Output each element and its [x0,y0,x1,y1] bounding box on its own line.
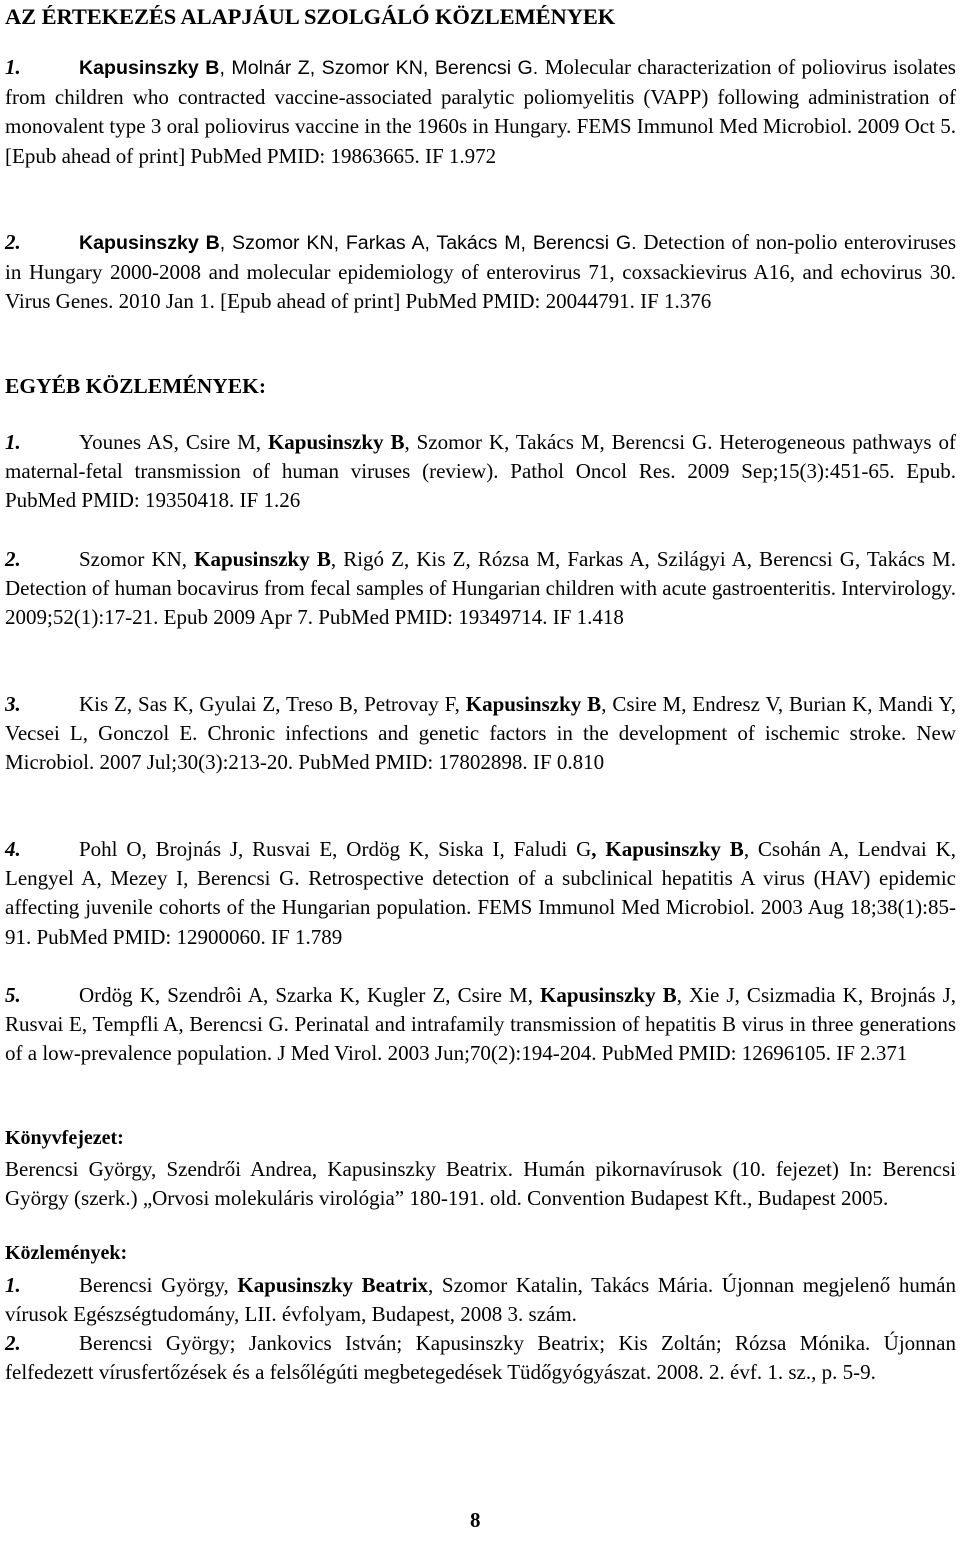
author-highlight: Kapusinszky B [79,57,220,79]
book-chapter-text [5,1155,956,1213]
other-reference-4 [5,835,956,952]
other-reference-2 [5,545,956,633]
reference-number: 1. [5,1273,21,1297]
reference-authors-post: , Szomor K, Takács M, Berencsi G. [404,430,720,454]
reference-number: 2. [5,1331,21,1355]
reference-authors: Pohl O, Brojnás J, Rusvai E, Ordög K, Siska I, Faludi G [79,837,592,861]
section-heading-main: AZ ÉRTEKEZÉS ALAPJÁUL SZOLGÁLÓ KÖZLEMÉNYEK [5,4,616,29]
book-chapter-heading: Könyvfejezet: [5,1127,124,1149]
page-number: 8 [470,1508,481,1532]
main-reference-1 [5,53,956,171]
reference-authors-post: , Csire M, Endresz V, Burian K, Mandi Y, Vecsei L, Gonczol E. [5,692,957,746]
reference-number: 3. [5,692,21,716]
reference-number: 1. [5,55,21,79]
author-highlight: Kapusinszky B [79,232,220,254]
reference-body: Detection of non-polio enteroviruses in Hungary 2000-2008 and molecular epidemiology of enterovirus 71, coxsackievirus A16, and echovirus 30. Virus Genes. 2010 Jan 1. [Epub ahead of print] PubMed PMID: 20044791. IF 1.376 [5,230,956,314]
reference-authors: Berencsi György, [79,1273,238,1297]
publication-1 [5,1271,956,1329]
reference-authors-post: , Xie J, Csizmadia K, Brojnás J, Rusvai E, Tempfli A, Berencsi G. [5,983,957,1037]
author-highlight: , Kapusinszky B [591,837,744,861]
reference-authors: Kis Z, Sas K, Gyulai Z, Treso B, Petrovay F, [79,692,466,716]
section-heading-other: EGYÉB KÖZLEMÉNYEK: [5,374,267,398]
reference-authors-post: , Rigó Z, Kis Z, Rózsa M, Farkas A, Szilágyi A, Berencsi G, Takács M. [330,547,956,571]
reference-body: , Szomor Katalin, Takács Mária. Újonnan megjelenő humán vírusok Egészségtudomány, LII. évfolyam, Budapest, 2008 3. szám. [5,1273,956,1327]
author-highlight: Kapusinszky B [465,692,602,716]
author-highlight: Kapusinszky B [267,430,405,454]
reference-authors-post: , Csohán A, Lendvai K, Lengyel A, Mezey I, Berencsi G. [5,837,956,891]
reference-authors: , Molnár Z, Szomor KN, Berencsi G. [219,57,545,79]
reference-body: Perinatal and intrafamily transmission of hepatitis B virus in three generations of a low-prevalence population. J Med Virol. 2003 Jun;70(2):194-204. PubMed PMID: 12696105. IF 2.371 [5,1012,956,1066]
reference-body: Molecular characterization of poliovirus isolates from children who contracted vaccine-associated paralytic poliomyelitis (VAPP) following administration of monovalent type 3 oral poliovirus vaccine in the 1960s in Hungary. FEMS Immunol Med Microbiol. 2009 Oct 5. [Epub ahead of print] PubMed PMID: 19863665. IF 1.972 [5,55,956,168]
book-chapter-body: Berencsi György, Szendrői Andrea, Kapusinszky Beatrix. Humán pikornavírusok (10. fejezet) In: Berencsi György (szerk.) „Orvosi molekuláris virológia” 180-191. old. Convention Budapest Kft., Budapest 2005. [5,1157,956,1211]
other-reference-3 [5,690,956,778]
reference-number: 2. [5,230,21,254]
reference-number: 5. [5,983,21,1007]
reference-number: 2. [5,547,21,571]
reference-body: Berencsi György; Jankovics István; Kapusinszky Beatrix; Kis Zoltán; Rózsa Mónika. Újonnan felfedezett vírusfertőzések és a felsőlégúti megbetegedések Tüdőgyógyászat. 2008. 2. évf. 1. sz., p. 5-9. [5,1331,956,1385]
reference-number: 1. [5,430,21,454]
reference-body: Detection of human bocavirus from fecal samples of Hungarian children with acute gastroenteritis. Intervirology. 2009;52(1):17-21. Epub 2009 Apr 7. PubMed PMID: 19349714. IF 1.418 [5,576,956,630]
main-reference-2 [5,228,956,317]
reference-body: Retrospective detection of a subclinical hepatitis A virus (HAV) epidemic affecting juvenile cohorts of the Hungarian population. FEMS Immunol Med Microbiol. 2003 Aug 18;38(1):85-91. PubMed PMID: 12900060. IF 1.789 [5,866,957,949]
reference-number: 4. [5,837,21,861]
author-highlight: Kapusinszky B [540,983,677,1007]
reference-authors: Szomor KN, [79,547,195,571]
author-highlight: Kapusinszky Beatrix [237,1273,429,1297]
author-highlight: Kapusinszky B [194,547,331,571]
publications-heading: Közlemények: [5,1242,128,1264]
reference-body: Chronic infections and genetic factors in the development of ischemic stroke. New Microbiol. 2007 Jul;30(3):213-20. PubMed PMID: 17802898. IF 0.810 [5,721,956,775]
reference-authors: Younes AS, Csire M, [79,430,268,454]
other-reference-1 [5,428,956,516]
reference-authors: , Szomor KN, Farkas A, Takács M, Berencsi G. [219,232,644,254]
publication-2 [5,1329,956,1387]
reference-authors: Ordög K, Szendrôi A, Szarka K, Kugler Z, Csire M, [79,983,541,1007]
reference-body: Heterogeneous pathways of maternal-fetal transmission of human viruses (review). Pathol Oncol Res. 2009 Sep;15(3):451-65. Epub. PubMed PMID: 19350418. IF 1.26 [5,430,957,513]
other-reference-5 [5,981,956,1069]
